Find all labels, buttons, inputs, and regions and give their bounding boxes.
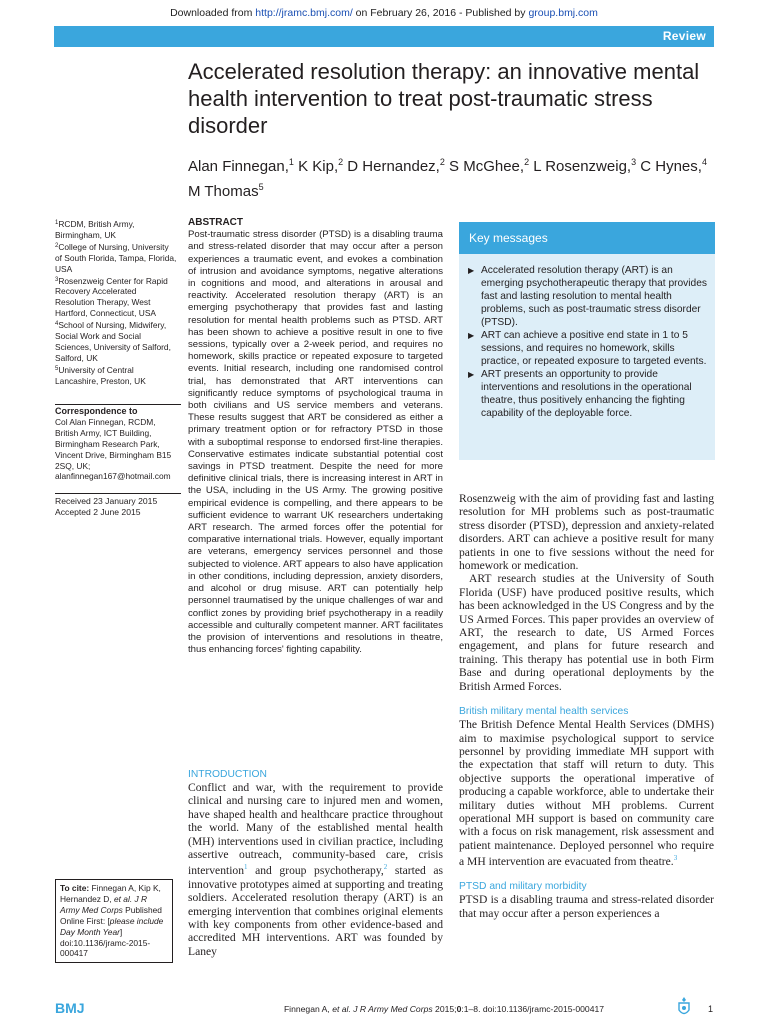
introduction-heading: INTRODUCTION — [188, 769, 267, 780]
author: Alan Finnegan, — [188, 158, 289, 175]
citation-box: To cite: Finnegan A, Kip K, Hernandez D, et al. J R Army Med Corps Published Online First: [please include Day Month Year] doi:10.1136/jramc-2015-000417 — [55, 879, 173, 963]
journal-link[interactable]: http://jramc.bmj.com/ — [255, 7, 353, 19]
body-paragraph: ART research studies at the University of South Florida (USF) have produced positive results, which has been acknowledged in the US Congress and by the US Armed Forces. This paper provides an overview of ART, the research to date, US Armed Forces engagement, and plans for future research and training. This therapy has potential use in both Firm Base and during operational deployments by the British Armed Forces. — [459, 572, 714, 693]
author: M Thomas — [188, 183, 259, 200]
affiliations — [55, 218, 177, 387]
author: C Hynes, — [636, 158, 702, 175]
affiliation: $^1$RCDM, British Army, Birmingham, UK — [55, 219, 135, 240]
date-block — [55, 493, 181, 518]
author: S McGhee, — [444, 158, 525, 175]
list-item: ▶ Accelerated resolution therapy (ART) is an emerging psychotherapeutic therapy that provides fast and lasting resolution to mental health problems, such as post-traumatic stress disorder (PTSD). — [468, 265, 707, 328]
abstract-text: Post-traumatic stress disorder (PTSD) is a disabling trauma and stress-related disorder that may occur after a person experiences a traumatic event, and evokes a combination of intrusion and avoidance symptoms, negative alterations in cognitions and mood, and alterations in arousal and reactivity. Accelerated resolution therapy (ART) is an emerging psychotherapy that provides fast and lasting resolution for mental health problems such as PTSD. ART has been shown to achieve a positive result in one to five sessions, typically over a 2-week period, and requires no homework, skills practice or repeated exposure to targeted events. Initial research, including one randomised control trial, has demonstrated that ART interventions can significantly reduce symptoms of psychological trauma in both civilians and US service members and veterans. These results suggest that ART be considered as either a primary treatment option or for refractory PTSD in those with a suboptimal response to endorsed first-line therapies. Conservative estimates indicate substantial potential cost savings in PTSD treatment. Despite the need for more definitive clinical trials, there is increasing interest in ART in the USA, including in the US Army. The growing positive empirical evidence is compelling, and there appears to be sufficient evidence to warrant UK researchers undertaking ART research. The armed forces offer the potential for comparative international trials. However, equally important are veterans, emergency services personnel and those subjected to violence. ART appears to also have application in other conditions, including depression, anxiety disorders, and alcohol or drug misuse. ART can potentially help personnel traumatised by the unique challenges of war and conflict zones by providing brief psychotherapy in a readily accessible and culturally competent manner. ART facilitates the provision of interventions and resolutions in theatre, thus enhancing forces' fighting capability. — [188, 229, 443, 656]
author: L Rosenzweig, — [529, 158, 632, 175]
body-paragraph: The British Defence Mental Health Services (DMHS) aim to maximise psychological support to service personnel by providing immediate MH support with the expectation that staff will return to duty. This objective supports the operational imperative of producing a capable workforce, able to undertake their military duties without MH problems. Current operational MH support is based on community care with a focus on risk management, risk assessment and patient maintenance. Deployed personnel who require a MH intervention are evacuated from theatre.$^3$ — [459, 718, 714, 869]
abstract — [188, 217, 443, 656]
list-item: ▶ ART presents an opportunity to provide interventions and resolutions in the operational theatre, thus positively enhancing the fighting capability of the deployable force. — [468, 369, 692, 419]
introduction-paragraph: Conflict and war, with the requirement to provide clinical and nursing care to injured men and women, have shaped health and healthcare practice throughout the world. Many of the established mental health (MH) interventions used in civilian practice, including assertive outreach, community-based care, crisis intervention$^1$ and group psychotherapy,$^2$ started as innovative prototypes aimed at supporting and treating soldiers. Accelerated resolution therapy (ART) is an emerging intervention that combines original elements with key components from other evidence-based and accredited MH interventions. ART was founded by Laney — [188, 781, 443, 958]
section-heading: PTSD and military morbidity — [459, 881, 587, 893]
reference-link[interactable]: 3 — [673, 854, 678, 863]
triangle-bullet-icon: ▶ — [468, 331, 475, 340]
author-list: Alan Finnegan,$^1$ K Kip,$^2$ D Hernandez,$^2$ S McGhee,$^2$ L Rosenzweig,$^3$ C Hynes,$^4$ M Thomas$^5$ — [188, 157, 707, 200]
triangle-bullet-icon: ▶ — [468, 266, 475, 275]
page-number: 1 — [708, 1004, 714, 1014]
reference-link[interactable]: 1 — [244, 863, 248, 872]
triangle-bullet-icon: ▶ — [468, 370, 475, 379]
section-banner — [54, 26, 714, 47]
affiliation: $^5$University of Central Lancashire, Preston, UK — [55, 364, 146, 386]
body-paragraph: Rosenzweig with the aim of providing fast and lasting resolution for MH problems such as post-traumatic stress disorder (PTSD), depression and anxiety-related disorders. ART can achieve a positive result for many patients in one to five sessions without the need for homework or medication. — [459, 492, 714, 573]
download-notice: Downloaded from http://jramc.bmj.com/ on February 26, 2016 - Published by group.bmj.com — [170, 7, 598, 19]
body-paragraph: PTSD is a disabling trauma and stress-related disorder that may occur after a person experiences a — [459, 893, 714, 920]
key-messages-list — [459, 254, 715, 420]
correspondence-heading: Correspondence to — [55, 406, 138, 416]
abstract-heading: ABSTRACT — [188, 217, 243, 228]
section-label: Review — [662, 29, 706, 43]
section-heading: British military mental health services — [459, 706, 629, 718]
cite-label: To cite: — [60, 883, 90, 893]
footer-citation: Finnegan A, et al. J R Army Med Corps 2015;0:1–8. doi:10.1136/jramc-2015-000417 — [283, 1004, 605, 1014]
correspondence-block — [55, 404, 181, 482]
introduction-section — [188, 769, 443, 958]
affiliation: $^3$Rosenzweig Center for Rapid Recovery Accelerated Resolution Therapy, West Hartford, Connecticut, USA — [55, 275, 168, 319]
accepted-date: Accepted 2 June 2015 — [55, 507, 141, 517]
received-date: Received 23 January 2015 — [55, 496, 158, 506]
bmj-logo: BMJ — [55, 1000, 85, 1016]
affiliation: $^4$School of Nursing, Midwifery, Social Work and Social Sciences, University of Salford, Salford, UK — [55, 320, 171, 363]
author: D Hernandez, — [343, 158, 440, 175]
key-messages-heading: Key messages — [459, 222, 715, 254]
list-item: ▶ ART can achieve a positive end state in 1 to 5 sessions, and requires no homework, skills practice, or repeated exposure to targeted events. — [468, 330, 707, 367]
group-link[interactable]: group.bmj.com — [528, 7, 598, 19]
reference-link[interactable]: 2 — [383, 863, 388, 872]
crest-icon — [677, 996, 691, 1018]
affiliation: $^2$College of Nursing, University of South Florida, Tampa, Florida, USA — [55, 241, 177, 274]
correspondence-body: Col Alan Finnegan, RCDM, British Army, ICT Building, Birmingham Research Park, Vincent Drive, Birmingham B15 2SQ, UK; alanfinnegan167@hotmail.com — [55, 416, 172, 482]
article-title: Accelerated resolution therapy: an innovative mental health intervention to treat post-traumatic stress disorder — [188, 59, 700, 138]
right-column — [459, 492, 714, 920]
author: K Kip, — [293, 158, 339, 175]
key-messages-box — [459, 222, 715, 460]
